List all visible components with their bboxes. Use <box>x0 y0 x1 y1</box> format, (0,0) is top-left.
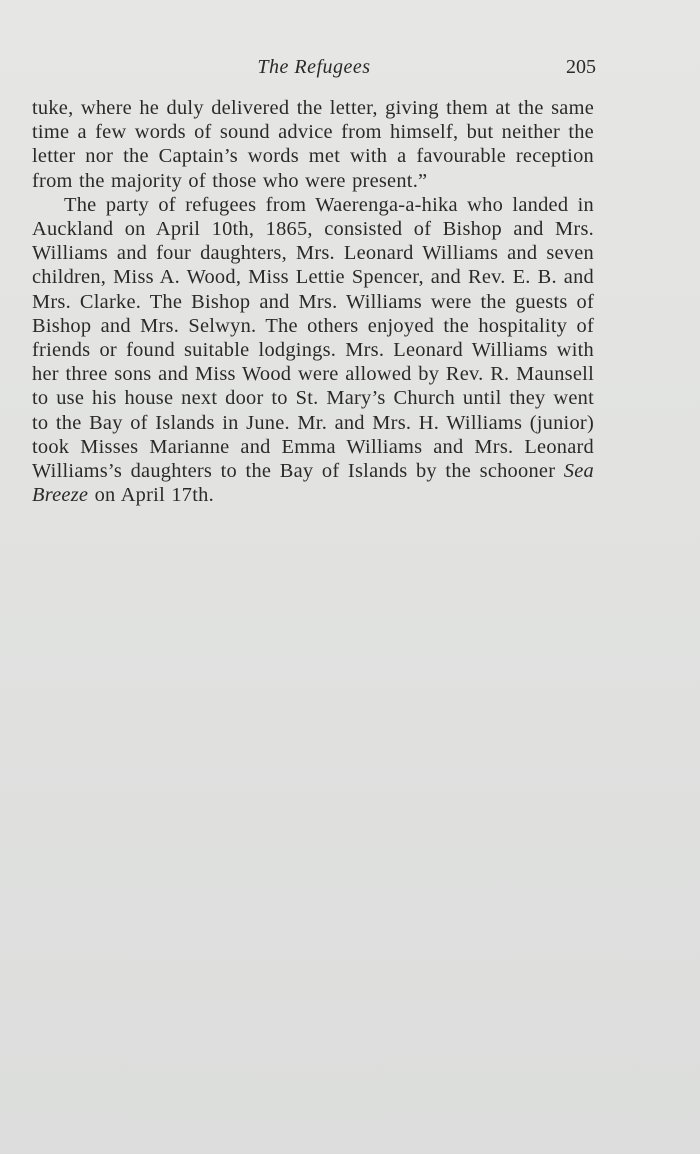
paragraph-text: The party of refugees from Waerenga-a-hika who landed in Auckland on April 10th, 1865, consisted of Bishop and Mrs. Williams and four daughters, Mrs. Leonard Williams and seven children, Miss A. Wood, Miss Lettie Spencer, and Rev. E. B. and Mrs. Clarke. The Bishop and Mrs. Williams were the guests of Bishop and Mrs. Selwyn. The others enjoyed the hospitality of friends or found suitable lodgings. Mrs. Leonard Williams with her three sons and Miss Wood were allowed by Rev. R. Maunsell to use his house next door to St. Mary’s Church until they went to the Bay of Islands in June. Mr. and Mrs. H. Williams (junior) took Misses Marianne and Emma Williams and Mrs. Leonard Williams’s daughters to the Bay of Islands by the schooner <box>32 193 594 483</box>
running-head <box>32 56 596 82</box>
chapter-title: The Refugees <box>257 56 371 78</box>
ship-name: Sea Breeze <box>32 460 594 507</box>
body-text <box>32 96 594 507</box>
paragraph-text-end: on April 17th. <box>94 484 214 507</box>
page-number: 205 <box>566 56 596 78</box>
paragraph-continued: tuke, where he duly delivered the letter, giving them at the same time a few words of sound advice from himself, but neither the letter nor the Captain’s words met with a favourable reception from the majority of those who were present.” <box>32 97 594 192</box>
paragraph-refugees <box>32 193 594 508</box>
